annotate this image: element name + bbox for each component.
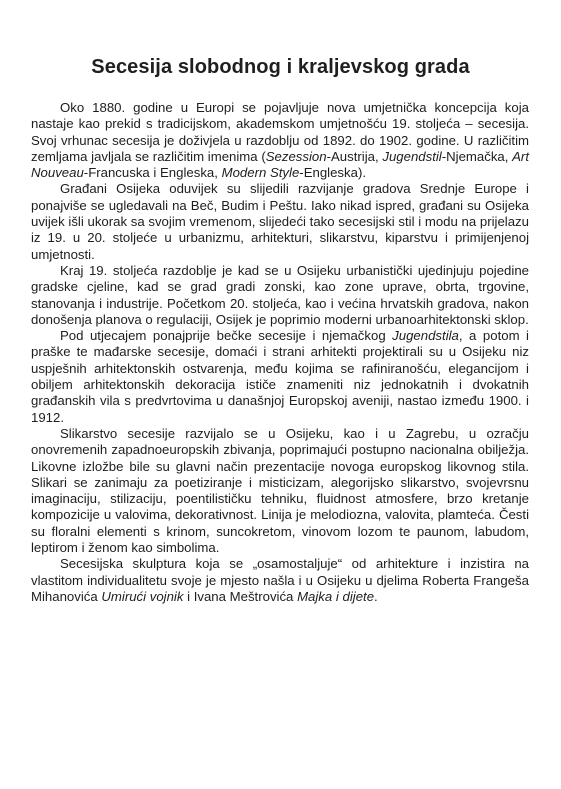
text-run: Pod utjecajem ponajprije bečke secesije i njemačkog bbox=[60, 328, 393, 344]
text-run: Građani Osijeka oduvijek su slijedili razvijanje gradova Srednje Europe i ponajviše se ugledavali na Beč, Budim i Peštu. Iako nikad ispred, građani su Osijeka uvijek išli ukorak sa svojim vremenom, slijedeći tako secesijski stil i modu na prijelazu iz 19. u 20. stoljeće u urbanizmu, arhitekturi, slikarstvu, kiparstvu i primijenjenoj umjetnosti. bbox=[31, 181, 529, 262]
paragraph-urbanism bbox=[31, 263, 529, 328]
text-run: i Ivana Meštrovića bbox=[183, 588, 298, 604]
page-title: Secesija slobodnog i kraljevskog grada bbox=[91, 56, 470, 78]
paragraph-sculpture bbox=[31, 556, 529, 605]
paragraph-painting bbox=[31, 426, 529, 556]
italic-term: Sezession bbox=[265, 148, 327, 164]
italic-term: Umirući vojnik bbox=[101, 588, 184, 604]
paragraph-intro bbox=[31, 100, 529, 181]
text-run: -Austrija, bbox=[326, 148, 383, 164]
text-run: Oko 1880. godine u Europi se pojavljuje nova umjetnička koncepcija koja nastaje kao prekid s tradicijskom, akademskom umjetnošću 19. stoljeća – secesija. Svoj vrhunac secesija je doživjela u razdoblju od 1892. do 1902. godine. U različitim zemljama javljala se različitim imenima ( bbox=[31, 100, 529, 164]
article-body bbox=[31, 100, 529, 605]
italic-term: Jugendstila bbox=[392, 328, 459, 344]
text-run: Secesijska skulptura koja se „osamostaljuje“ od arhitekture i inzistira na vlastitom individualitetu svoje je mjesto našla i u Osijeku u djelima Roberta Frangeša Mihanovića bbox=[31, 556, 529, 604]
text-run: , a potom i praške te mađarske secesije, domaći i strani arhitekti projektirali su u Osijeku niz uspješnih arhitektonskih ostvarenja, među kojima se rafiniranošću, elegancijom i obiljem arhitektonskih dekoracija ističe znameniti niz jednokatnih i dvokatnih građanskih vila s predvrtovima u današnjoj Europskoj aveniji, nastao između 1900. i 1912. bbox=[31, 328, 529, 425]
text-run: -Engleska). bbox=[299, 165, 366, 181]
italic-term: Majka i dijete bbox=[297, 588, 375, 604]
text-run: Slikarstvo secesije razvijalo se u Osijeku, kao i u Zagrebu, u ozračju onovremenih zapadnoeuropskih zbivanja, poprimajući postupno nacionalna obilježja. Likovne izložbe bile su glavni način prezentacije novoga europskog likovnog stila. Slikari se zanimaju za poetiziranje i misticizam, alegorijsko slikarstvo, svojevrsnu imaginaciju, stilizaciju, poentilističku tehniku, fluidnost atmosfere, brzo kretanje kompozicije u valovima, dekorativnost. Linija je melodiozna, valovita, plamteća. Česti su floralni elementi s krinom, suncokretom, vinovom lozom te paunom, labudom, leptirom i ženom kao simbolima. bbox=[31, 425, 529, 556]
italic-term: Jugendstil bbox=[382, 148, 442, 164]
text-run: Kraj 19. stoljeća razdoblje je kad se u Osijeku urbanistički ujedinjuju pojedine gradske cjeline, kad se grad gradi zonski, kao zone uprave, obrta, trgovine, stanovanja i industrije. Početkom 20. stoljeća, kao i većina hrvatskih gradova, nakon donošenja planova o regulaciji, Osijek je poprimio moderni urbanoarhitektonski sklop. bbox=[31, 262, 529, 327]
text-run: -Njemačka, bbox=[441, 148, 513, 164]
italic-term: Modern Style bbox=[221, 165, 300, 181]
italic-term: Art Nouveau bbox=[31, 148, 529, 181]
paragraph-architecture bbox=[31, 328, 529, 426]
paragraph-osijek-citizens bbox=[31, 181, 529, 262]
text-run: . bbox=[374, 588, 378, 604]
text-run: -Francuska i Engleska, bbox=[83, 165, 222, 181]
